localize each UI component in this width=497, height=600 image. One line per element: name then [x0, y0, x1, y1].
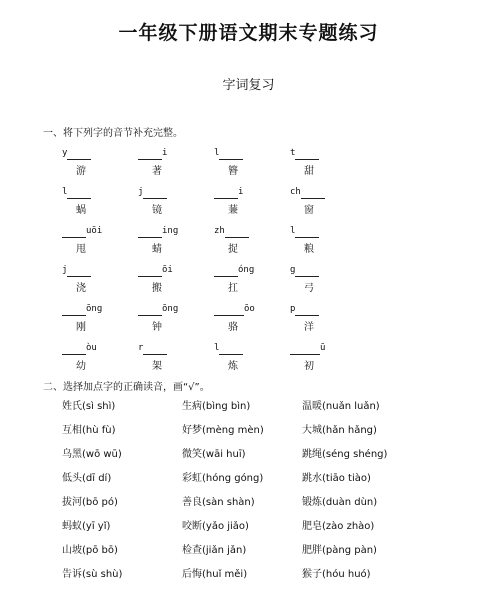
syllable-row	[62, 341, 462, 380]
hanzi-char: 蜻	[152, 244, 162, 255]
pronunciation-row	[62, 568, 482, 592]
pronunciation-choice[interactable]: 告诉(sù shù)	[62, 569, 123, 580]
page-subtitle: 字词复习	[222, 78, 275, 93]
pinyin-prefix: l	[214, 343, 220, 353]
pinyin-blank[interactable]	[62, 344, 86, 355]
pinyin-blank[interactable]	[67, 188, 91, 199]
syllable-item	[290, 302, 366, 341]
pinyin-fill	[214, 341, 290, 355]
pinyin-blank[interactable]	[219, 344, 243, 355]
syllable-item	[138, 341, 214, 380]
pinyin-fill	[290, 224, 366, 238]
pronunciation-row	[62, 424, 482, 448]
syllable-row	[62, 302, 462, 341]
pinyin-prefix: g	[290, 265, 296, 275]
hanzi-char: 镜	[152, 205, 162, 216]
pinyin-blank[interactable]	[214, 188, 238, 199]
pinyin-fill	[62, 146, 138, 160]
pinyin-suffix: ing	[162, 226, 179, 236]
pinyin-fill	[214, 302, 290, 316]
hanzi-char: 钟	[152, 322, 162, 333]
pronunciation-choice[interactable]: 检查(jiǎn jǎn)	[182, 545, 247, 556]
syllable-item	[290, 146, 366, 185]
pinyin-blank[interactable]	[138, 266, 162, 277]
pinyin-blank[interactable]	[138, 149, 162, 160]
pinyin-blank[interactable]	[214, 305, 244, 316]
syllable-item	[62, 185, 138, 224]
pronunciation-choice[interactable]: 低头(dī dí)	[62, 473, 112, 484]
syllable-item	[290, 185, 366, 224]
syllable-item	[138, 185, 214, 224]
hanzi-char: 扛	[228, 283, 238, 294]
pronunciation-choice[interactable]: 温暖(nuǎn luǎn)	[302, 401, 380, 412]
pinyin-fill	[138, 146, 214, 160]
hanzi-char: 游	[76, 166, 86, 177]
syllable-item	[138, 302, 214, 341]
pinyin-blank[interactable]	[143, 188, 167, 199]
hanzi-char: 骆	[228, 322, 238, 333]
hanzi-char: 蜗	[76, 205, 86, 216]
pinyin-fill	[290, 263, 366, 277]
pronunciation-row	[62, 448, 482, 472]
pinyin-fill	[290, 341, 366, 355]
pronunciation-choice[interactable]: 锻炼(duàn dùn)	[302, 497, 378, 508]
hanzi-char: 著	[152, 166, 162, 177]
pinyin-fill	[138, 302, 214, 316]
hanzi-char: 蒹	[228, 205, 238, 216]
pinyin-fill	[62, 185, 138, 199]
syllable-item	[290, 341, 366, 380]
pinyin-suffix: ōo	[244, 304, 255, 314]
pinyin-suffix: i	[162, 148, 168, 158]
pinyin-prefix: zh	[214, 226, 225, 236]
syllable-item	[290, 263, 366, 302]
pinyin-suffix: ū	[320, 343, 326, 353]
pinyin-suffix: ōng	[162, 304, 179, 314]
hanzi-char: 窗	[304, 205, 314, 216]
syllable-item	[62, 224, 138, 263]
pinyin-prefix: l	[62, 187, 68, 197]
pronunciation-grid	[62, 400, 482, 592]
pinyin-fill	[214, 146, 290, 160]
syllable-item	[138, 224, 214, 263]
pinyin-blank[interactable]	[295, 305, 319, 316]
pinyin-suffix: i	[238, 187, 244, 197]
pinyin-fill	[138, 185, 214, 199]
pinyin-blank[interactable]	[138, 305, 162, 316]
syllable-item	[62, 341, 138, 380]
pinyin-fill	[138, 224, 214, 238]
hanzi-char: 洋	[304, 322, 314, 333]
pronunciation-choice[interactable]: 跳水(tiāo tiào)	[302, 473, 371, 484]
pronunciation-choice[interactable]: 肥皂(zào zhào)	[302, 521, 375, 532]
section-2-heading: 二、选择加点字的正确读音，画“√”。	[43, 382, 210, 393]
pronunciation-choice[interactable]: 互相(hù fù)	[62, 425, 116, 436]
pronunciation-choice[interactable]: 彩虹(hóng góng)	[182, 473, 264, 484]
hanzi-char: 簪	[228, 166, 238, 177]
hanzi-char: 甩	[76, 244, 86, 255]
pronunciation-row	[62, 520, 482, 544]
hanzi-char: 搬	[152, 283, 162, 294]
pinyin-blank[interactable]	[143, 344, 167, 355]
hanzi-char: 弓	[304, 283, 314, 294]
pinyin-fill	[62, 224, 138, 238]
pinyin-fill	[62, 263, 138, 277]
pinyin-blank[interactable]	[295, 227, 319, 238]
pronunciation-choice[interactable]: 姓氏(sì shì)	[62, 401, 116, 412]
syllable-item	[214, 224, 290, 263]
pinyin-blank[interactable]	[67, 266, 91, 277]
pronunciation-row	[62, 400, 482, 424]
pinyin-prefix: ch	[290, 187, 301, 197]
pronunciation-choice[interactable]: 拔河(bō pó)	[62, 497, 118, 508]
pinyin-prefix: l	[214, 148, 220, 158]
pinyin-suffix: óng	[238, 265, 255, 275]
pinyin-blank[interactable]	[219, 149, 243, 160]
syllable-row	[62, 185, 462, 224]
syllable-row	[62, 146, 462, 185]
pinyin-suffix: ōi	[162, 265, 173, 275]
pinyin-blank[interactable]	[62, 305, 86, 316]
pinyin-blank[interactable]	[214, 266, 238, 277]
hanzi-char: 架	[152, 361, 162, 372]
pinyin-fill	[214, 224, 290, 238]
syllable-item	[62, 302, 138, 341]
section-1-heading: 一、将下列字的音节补充完整。	[43, 128, 183, 139]
pinyin-prefix: t	[290, 148, 296, 158]
pronunciation-choice[interactable]: 生病(bìng bìn)	[182, 401, 251, 412]
pinyin-blank[interactable]	[225, 227, 249, 238]
pinyin-fill	[214, 185, 290, 199]
pronunciation-choice[interactable]: 咬断(yǎo jiǎo)	[182, 521, 249, 532]
syllable-item	[214, 263, 290, 302]
hanzi-char: 幼	[76, 361, 86, 372]
pinyin-blank[interactable]	[290, 344, 320, 355]
syllable-item	[290, 224, 366, 263]
syllable-item	[214, 341, 290, 380]
pronunciation-row	[62, 496, 482, 520]
pronunciation-choice[interactable]: 大城(hǎn hǎng)	[302, 425, 377, 436]
pinyin-blank[interactable]	[301, 188, 325, 199]
syllable-item	[214, 146, 290, 185]
pinyin-prefix: y	[62, 148, 68, 158]
pronunciation-row	[62, 544, 482, 568]
pronunciation-choice[interactable]: 善良(sàn shàn)	[182, 497, 255, 508]
pinyin-prefix: r	[138, 343, 144, 353]
pinyin-blank[interactable]	[138, 227, 162, 238]
hanzi-char: 捉	[228, 244, 238, 255]
pinyin-prefix: l	[290, 226, 296, 236]
pinyin-fill	[290, 185, 366, 199]
pinyin-prefix: p	[290, 304, 296, 314]
pinyin-fill	[62, 341, 138, 355]
pinyin-blank[interactable]	[295, 266, 319, 277]
pinyin-fill	[290, 146, 366, 160]
pinyin-fill	[290, 302, 366, 316]
syllable-row	[62, 224, 462, 263]
syllable-row	[62, 263, 462, 302]
pinyin-fill	[138, 341, 214, 355]
syllable-item	[62, 146, 138, 185]
pinyin-suffix: òu	[86, 343, 97, 353]
hanzi-char: 初	[304, 361, 314, 372]
pronunciation-choice[interactable]: 后悔(huǐ měi)	[182, 569, 248, 580]
pronunciation-choice[interactable]: 山坡(pō bō)	[62, 545, 118, 556]
pinyin-fill	[214, 263, 290, 277]
pinyin-suffix: ōng	[86, 304, 103, 314]
hanzi-char: 甜	[304, 166, 314, 177]
pinyin-fill	[138, 263, 214, 277]
hanzi-char: 粮	[304, 244, 314, 255]
syllable-item	[138, 146, 214, 185]
pronunciation-choice[interactable]: 乌黑(wō wū)	[62, 449, 122, 460]
syllable-item	[214, 302, 290, 341]
syllable-grid	[62, 146, 462, 380]
pronunciation-choice[interactable]: 肥胖(pàng pàn)	[302, 545, 377, 556]
page-title: 一年级下册语文期末专题练习	[118, 22, 379, 44]
hanzi-char: 浇	[76, 283, 86, 294]
pinyin-blank[interactable]	[62, 227, 86, 238]
syllable-item	[214, 185, 290, 224]
pronunciation-choice[interactable]: 猴子(hóu huó)	[302, 569, 371, 580]
pinyin-suffix: uōi	[86, 226, 103, 236]
pronunciation-choice[interactable]: 微笑(wāi huī)	[182, 449, 246, 460]
hanzi-char: 炼	[228, 361, 238, 372]
pinyin-blank[interactable]	[67, 149, 91, 160]
pinyin-fill	[62, 302, 138, 316]
pronunciation-choice[interactable]: 蚂蚁(yī yǐ)	[62, 521, 111, 532]
pinyin-blank[interactable]	[295, 149, 319, 160]
pinyin-prefix: j	[138, 187, 144, 197]
pronunciation-choice[interactable]: 跳绳(séng shéng)	[302, 449, 388, 460]
syllable-item	[138, 263, 214, 302]
hanzi-char: 刚	[76, 322, 86, 333]
pinyin-prefix: j	[62, 265, 68, 275]
pronunciation-row	[62, 472, 482, 496]
syllable-item	[62, 263, 138, 302]
pronunciation-choice[interactable]: 好梦(mèng mèn)	[182, 425, 264, 436]
